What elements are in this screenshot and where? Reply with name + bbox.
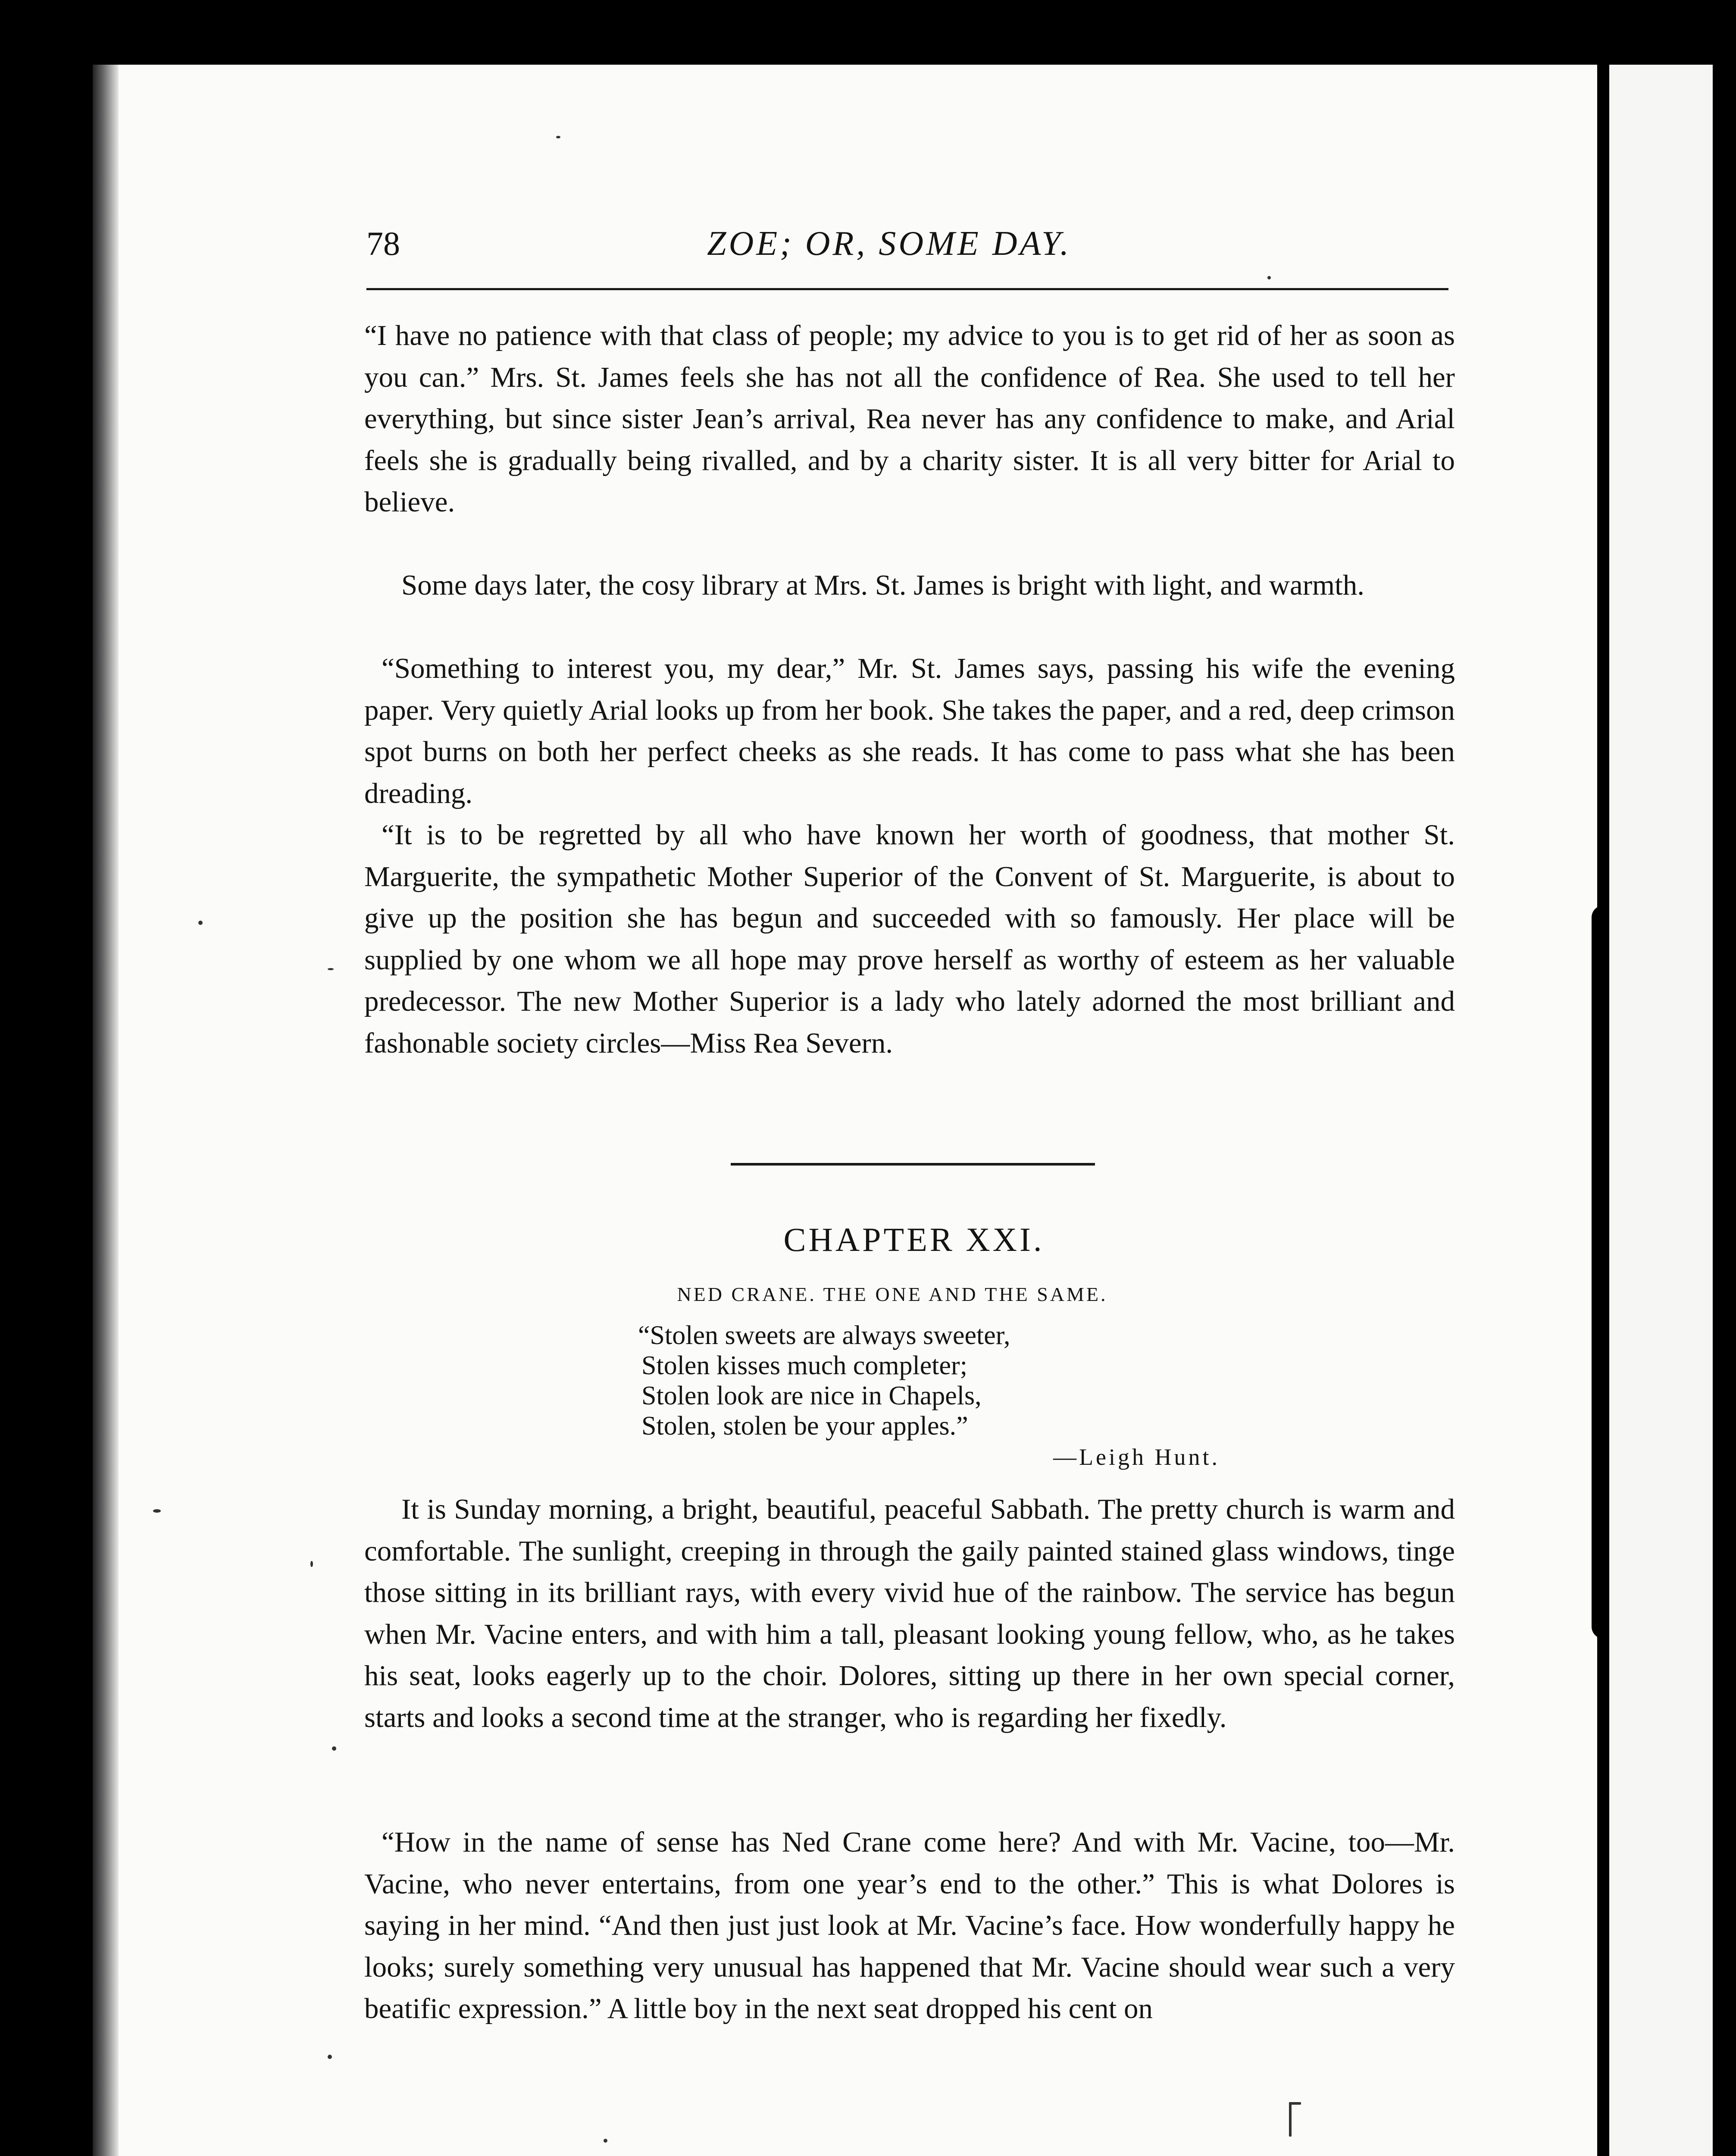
epigraph-line: “Stolen sweets are always sweeter, [638, 1321, 1010, 1350]
page-number: 78 [366, 225, 400, 262]
paragraph: Some days later, the cosy library at Mrs. St. James is bright with light, and warmth. [401, 569, 1365, 601]
chapter-divider [731, 1163, 1095, 1166]
epigraph-line: Stolen look are nice in Chapels, [641, 1381, 982, 1410]
epigraph-line: Stolen kisses much completer; [641, 1351, 967, 1380]
chapter-subtitle: NED CRANE. THE ONE AND THE SAME. [677, 1283, 1108, 1305]
paragraph: “How in the name of sense has Ned Crane come here? And with Mr. Vacine, too—Mr. Vacine, who never entertains, from one year’s end to the other.” This is what Dolores is saying in her mind. “And then just just look at Mr. Vacine’s face. How wonderfully happy he looks; surely something very unusual has happened that Mr. Vacine should wear such a very beatific expression.” A little boy in the next seat dropped his cent on [364, 1826, 1455, 2024]
running-title: ZOE; OR, SOME DAY. [707, 225, 1072, 263]
paragraph: It is Sunday morning, a bright, beautiful, peaceful Sabbath. The pretty church is warm and comfortable. The sunlight, creeping in through the gaily painted stained glass windows, tinge those sitting in its brilliant rays, with every vivid hue of the rainbow. The service has begun when Mr. Vacine enters, and with him a tall, pleasant looking young fellow, who, as he takes his seat, looks eagerly up to the choir. Dolores, sitting up there in her own special corner, starts and looks a second time at the stranger, who is regarding her fixedly. [364, 1493, 1455, 1733]
scan-border [1713, 0, 1736, 2156]
header-rule [366, 288, 1448, 290]
running-head [366, 224, 1448, 276]
paragraph: “It is to be regretted by all who have known her worth of goodness, that mother St. Marguerite, the sympathetic Mother Superior of the Convent of St. Marguerite, is about to give up the position she has begun and succeeded with so famously. Her place will be supplied by one whom we all hope may prove herself as worthy of esteem as her valuable predecessor. The new Mother Superior is a lady who lately adorned the most brilliant and fashonable society circles—Miss Rea Severn. [364, 819, 1455, 1059]
epigraph-attribution: —Leigh Hunt. [1053, 1444, 1220, 1470]
page-left-shadow [93, 65, 119, 2156]
paragraph: “Something to interest you, my dear,” Mr. St. James says, passing his wife the evening paper. Very quietly Arial looks up from her book. She takes the paper, and a red, deep crimson spot burns on both her perfect cheeks as she reads. It has come to pass what she has been dreading. [364, 652, 1455, 809]
facing-page-edge [1609, 65, 1713, 2156]
chapter-title: CHAPTER XXI. [783, 1221, 1045, 1258]
epigraph [638, 1320, 1220, 1470]
epigraph-line: Stolen, stolen be your apples.” [641, 1411, 968, 1441]
paragraph: “I have no patience with that class of people; my advice to you is to get rid of her as soon as you can.” Mrs. St. James feels she has not all the confidence of Rea. She used to tell her everything, but since sister Jean’s arrival, Rea never has any confidence to make, and Arial feels she is gradually being rivalled, and by a charity sister. It is all very bitter for Arial to believe. [364, 320, 1455, 518]
